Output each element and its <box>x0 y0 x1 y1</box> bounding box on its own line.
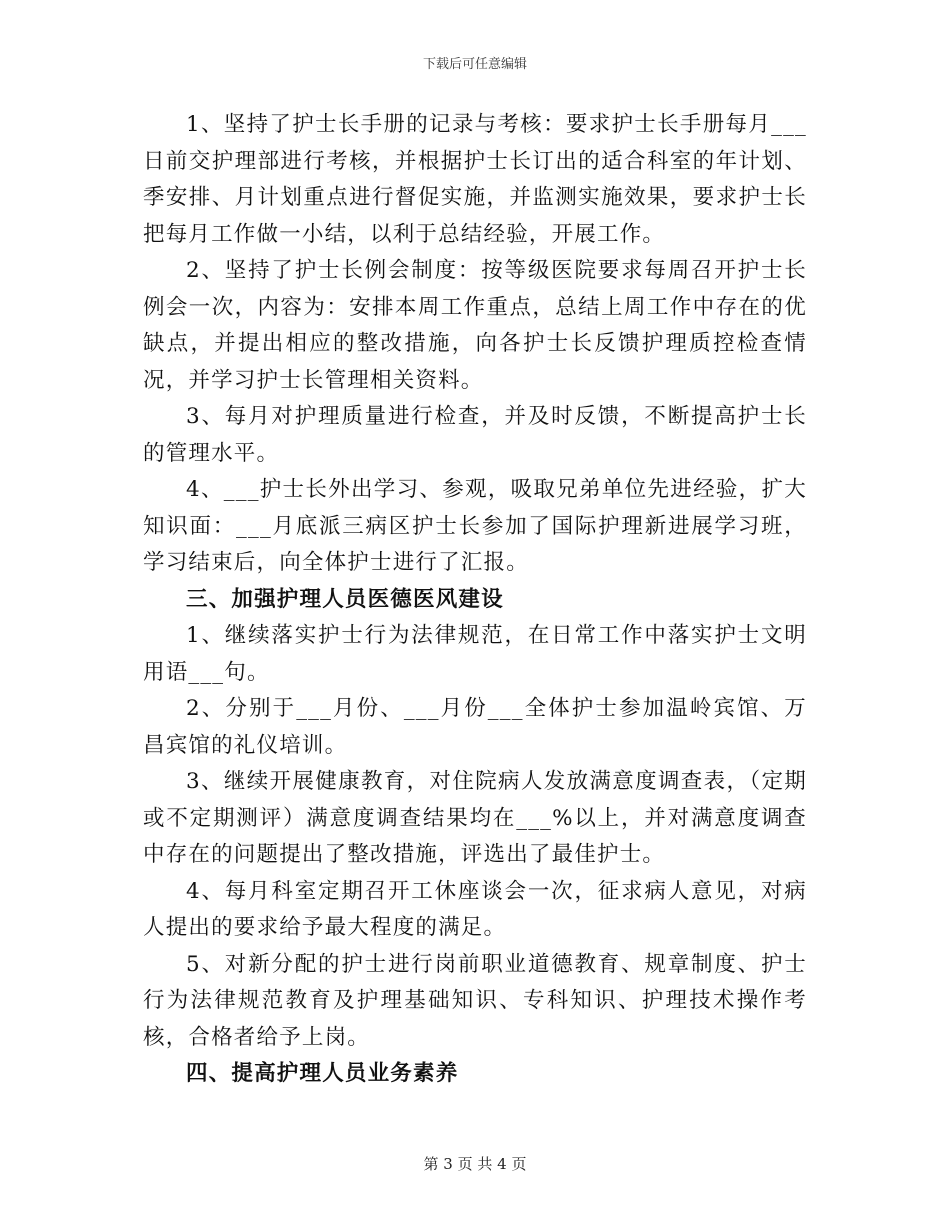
paragraph-item-2: 2、坚持了护士长例会制度：按等级医院要求每周召开护士长例会一次，内容为：安排本周工作重点，总结上周工作中存在的优缺点，并提出相应的整改措施，向各护士长反馈护理质控检查情况，并学习护士长管理相关资料。 <box>143 258 807 393</box>
page-header-note: 下载后可任意编辑 <box>422 57 527 72</box>
paragraph-item-9: 5、对新分配的护士进行岗前职业道德教育、规章制度、护士行为法律规范教育及护理基础知识、专科知识、护理技术操作考核，合格者给予上岗。 <box>143 951 807 1050</box>
paragraph-item-8: 4、每月科室定期召开工休座谈会一次，征求病人意见，对病人提出的要求给予最大程度的满足。 <box>143 878 807 940</box>
paragraph-item-1: 1、坚持了护士长手册的记录与考核：要求护士长手册每月___日前交护理部进行考核，并根据护士长订出的适合科室的年计划、季安排、月计划重点进行督促实施，并监测实施效果，要求护士长把每月工作做一小结，以利于总结经验，开展工作。 <box>143 112 807 247</box>
paragraph-item-7: 3、继续开展健康教育，对住院病人发放满意度调查表，（定期或不定期测评）满意度调查结果均在___%以上，并对满意度调查中存在的问题提出了整改措施，评选出了最佳护士。 <box>143 769 807 867</box>
paragraph-item-6: 2、分别于___月份、___月份___全体护士参加温岭宾馆、万昌宾馆的礼仪培训。 <box>143 696 807 758</box>
paragraph-item-3: 3、每月对护理质量进行检查，并及时反馈，不断提高护士长的管理水平。 <box>143 404 807 466</box>
section-heading-3: 三、加强护理人员医德医风建设 <box>186 586 504 612</box>
document-body <box>143 107 807 1093</box>
page-number-footer: 第 3 页 共 4 页 <box>423 1155 527 1173</box>
paragraph-item-4: 4、___护士长外出学习、参观，吸取兄弟单位先进经验，扩大知识面：___月底派三病区护士长参加了国际护理新进展学习班，学习结束后，向全体护士进行了汇报。 <box>143 477 807 575</box>
paragraph-item-5: 1、继续落实护士行为法律规范，在日常工作中落实护士文明用语___句。 <box>143 623 807 685</box>
section-heading-4: 四、提高护理人员业务素养 <box>186 1061 459 1086</box>
